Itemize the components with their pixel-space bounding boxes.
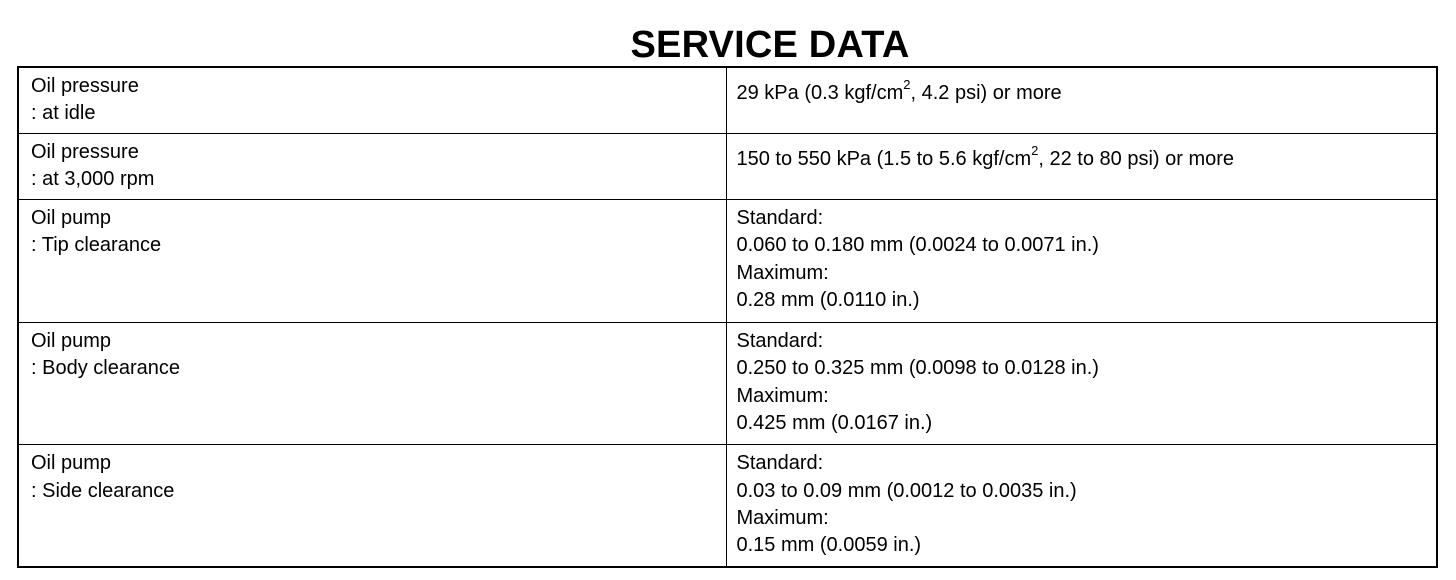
standard-value: 0.060 to 0.180 mm (0.0024 to 0.0071 in.) — [736, 234, 1099, 257]
table-row-body-clearance — [18, 322, 1437, 444]
value-cell — [726, 67, 1437, 133]
table-row-oil-pressure-idle — [18, 67, 1437, 133]
spec-value — [736, 77, 1437, 107]
spec-value-text: , 22 to 80 psi) or more — [1038, 147, 1235, 170]
item-name: Oil pressure — [31, 75, 139, 97]
standard-label: Standard: — [736, 206, 824, 229]
spec-value — [736, 142, 1437, 173]
standard-value: 0.03 to 0.09 mm (0.0012 to 0.0035 in.) — [736, 479, 1077, 502]
item-cell — [18, 67, 726, 133]
table-row-side-clearance — [18, 445, 1437, 567]
superscript: 2 — [1031, 142, 1039, 158]
item-name: Oil pump — [31, 206, 112, 229]
value-cell — [726, 445, 1437, 567]
table-row-oil-pressure-3000rpm — [18, 133, 1437, 199]
item-cell — [18, 322, 726, 444]
item-condition: : at 3,000 rpm — [31, 168, 155, 191]
maximum-label: Maximum: — [736, 261, 829, 284]
item-condition: : at idle — [31, 102, 96, 125]
item-condition: : Tip clearance — [31, 234, 162, 257]
superscript: 2 — [903, 77, 911, 93]
page-title: SERVICE DATA — [630, 24, 910, 67]
item-name: Oil pump — [31, 452, 112, 475]
spec-value-text: , 4.2 psi) or more — [910, 82, 1062, 104]
maximum-value: 0.15 mm (0.0059 in.) — [736, 534, 922, 557]
maximum-value: 0.425 mm (0.0167 in.) — [736, 412, 933, 435]
value-cell — [726, 199, 1437, 322]
maximum-label: Maximum: — [736, 384, 829, 407]
standard-label: Standard: — [736, 452, 824, 475]
item-condition: : Body clearance — [31, 357, 180, 380]
item-name: Oil pump — [31, 329, 112, 352]
standard-value: 0.250 to 0.325 mm (0.0098 to 0.0128 in.) — [736, 357, 1099, 380]
value-cell — [726, 322, 1437, 444]
item-name: Oil pressure — [31, 140, 139, 163]
maximum-label: Maximum: — [736, 507, 829, 530]
table-row-tip-clearance — [18, 199, 1437, 322]
standard-label: Standard: — [736, 329, 824, 352]
service-data-table — [17, 66, 1438, 568]
item-cell — [18, 133, 726, 199]
maximum-value: 0.28 mm (0.0110 in.) — [736, 288, 920, 311]
item-condition: : Side clearance — [31, 479, 175, 502]
item-cell — [18, 445, 726, 567]
spec-value-text: 29 kPa (0.3 kgf/cm — [736, 82, 904, 104]
spec-value-text: 150 to 550 kPa (1.5 to 5.6 kgf/cm — [736, 147, 1032, 170]
value-cell — [726, 133, 1437, 199]
item-cell — [18, 199, 726, 322]
